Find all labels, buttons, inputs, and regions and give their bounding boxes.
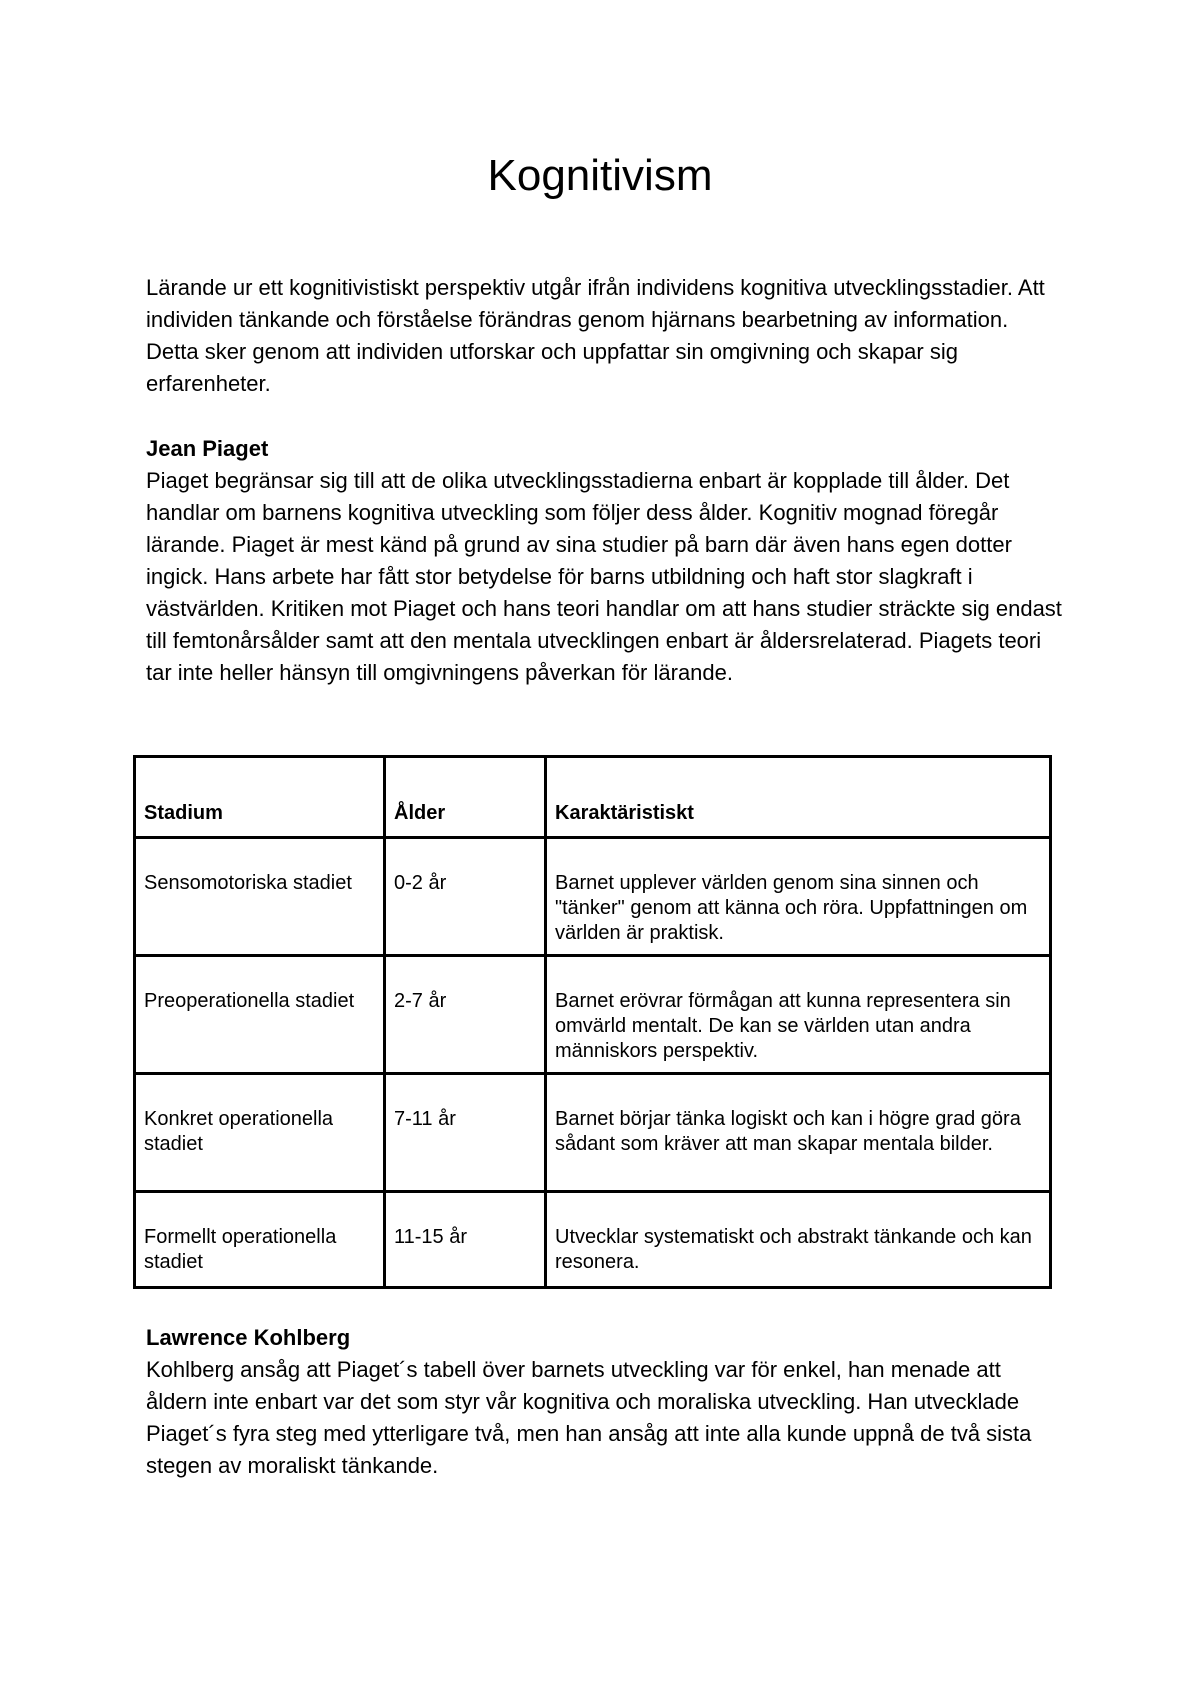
stage-cell: Konkret operationella stadiet	[135, 1074, 385, 1192]
kohlberg-heading: Lawrence Kohlberg	[146, 1325, 351, 1350]
age-cell: 0-2 år	[385, 838, 546, 956]
age-cell: 7-11 år	[385, 1074, 546, 1192]
header-alder: Ålder	[385, 757, 546, 838]
piaget-paragraph: Piaget begränsar sig till att de olika utvecklingsstadierna enbart är kopplade till ålder. Det handlar om barnens kognitiva utveckling som följer dess ålder. Kognitiv mognad föregår lärande. Piaget är mest känd på grund av sina studier på barn där även hans egen dotter ingick. Hans arbete har fått stor betydelse för barns utbildning och haft stor slagkraft i västvärlden. Kritiken mot Piaget och hans teori handlar om att hans studier sträckte sig endast till femtonårsålder samt att den mentala utvecklingen enbart är åldersrelaterad. Piagets teori tar inte heller hänsyn till omgivningens påverkan för lärande.	[146, 468, 1062, 685]
age-cell: 11-15 år	[385, 1192, 546, 1288]
table-row	[135, 838, 1051, 956]
table-header-row	[135, 757, 1051, 838]
piaget-section	[146, 433, 1066, 689]
intro-paragraph: Lärande ur ett kognitivistiskt perspektiv utgår ifrån individens kognitiva utvecklingsstadier. Att individen tänkande och förståelse förändras genom hjärnans bearbetning av information. Detta sker genom att individen utforskar och uppfattar sin omgivning och skapar sig erfarenheter.	[146, 275, 1045, 396]
description-cell: Barnet erövrar förmågan att kunna representera sin omvärld mentalt. De kan se världen utan andra människors perspektiv.	[546, 956, 1051, 1074]
stage-cell: Formellt operationella stadiet	[135, 1192, 385, 1288]
table-row	[135, 1074, 1051, 1192]
page-title: Kognitivism	[487, 151, 713, 200]
description-cell: Barnet upplever världen genom sina sinnen och "tänker" genom att känna och röra. Uppfattningen om världen är praktisk.	[546, 838, 1051, 956]
table-row	[135, 1192, 1051, 1288]
description-cell: Utvecklar systematiskt och abstrakt tänkande och kan resonera.	[546, 1192, 1051, 1288]
age-cell: 2-7 år	[385, 956, 546, 1074]
description-cell: Barnet börjar tänka logiskt och kan i högre grad göra sådant som kräver att man skapar mentala bilder.	[546, 1074, 1051, 1192]
stages-table	[133, 755, 1052, 1289]
stage-cell: Sensomotoriska stadiet	[135, 838, 385, 956]
header-karakteristiskt: Karaktäristiskt	[546, 757, 1051, 838]
kohlberg-paragraph: Kohlberg ansåg att Piaget´s tabell över barnets utveckling var för enkel, han menade att åldern inte enbart var det som styr vår kognitiva och moraliska utveckling. Han utvecklade Piaget´s fyra steg med ytterligare två, men han ansåg att inte alla kunde uppnå de två sista stegen av moraliskt tänkande.	[146, 1357, 1032, 1478]
stage-cell: Preoperationella stadiet	[135, 956, 385, 1074]
piaget-heading: Jean Piaget	[146, 436, 269, 461]
kohlberg-section	[146, 1322, 1066, 1482]
table-row	[135, 956, 1051, 1074]
header-stadium: Stadium	[135, 757, 385, 838]
